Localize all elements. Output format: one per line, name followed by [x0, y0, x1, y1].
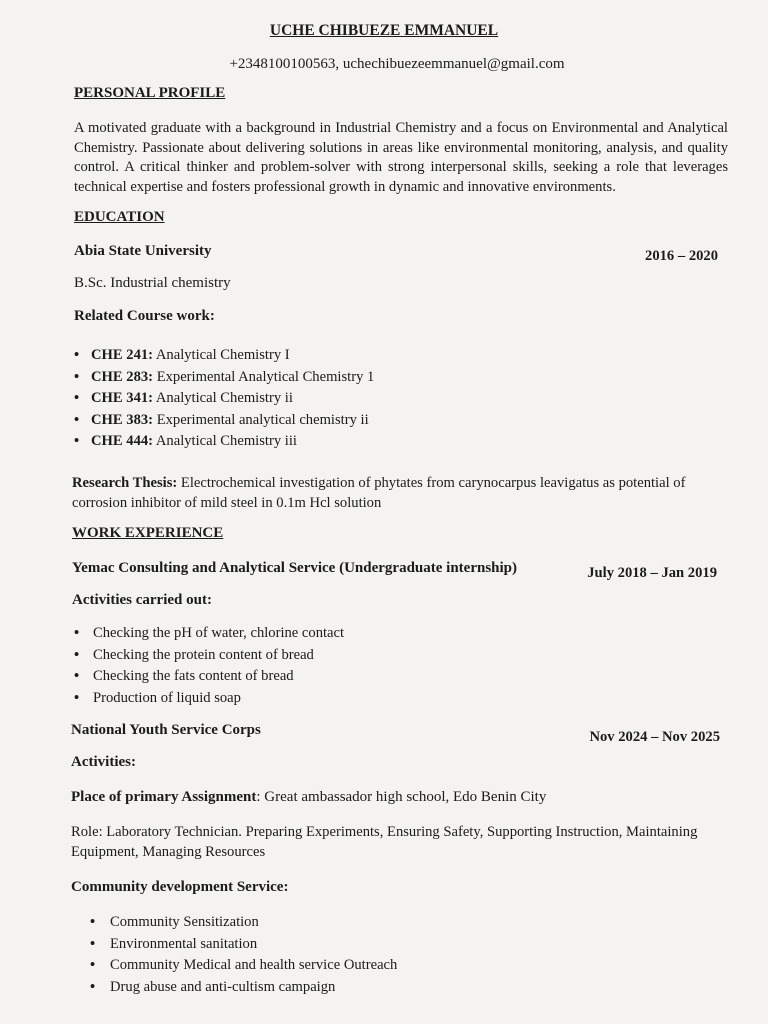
coursework-label: Related Course work: — [74, 308, 215, 324]
course-code: CHE 383: — [91, 411, 154, 428]
list-item: • Community Medical and health service Outreach — [86, 955, 397, 977]
candidate-name: UCHE CHIBUEZE EMMANUEL — [269, 22, 499, 39]
list-item — [74, 431, 374, 453]
list-item — [74, 367, 374, 389]
list-item — [74, 410, 374, 432]
job2-dates: Nov 2024 – Nov 2025 — [589, 729, 720, 745]
assignment-text: : Great ambassador high school, Edo Benin City — [256, 789, 547, 805]
job1-activities-list — [73, 623, 344, 709]
assignment-label: Place of primary Assignment — [71, 789, 257, 805]
list-item — [74, 345, 374, 367]
school-name: Abia State University — [74, 243, 212, 259]
course-title: Experimental analytical chemistry ii — [156, 411, 369, 428]
course-code: CHE 241: — [91, 347, 154, 363]
course-title: Experimental Analytical Chemistry 1 — [156, 368, 375, 385]
list-item: • Production of liquid soap — [73, 688, 344, 710]
job2-activities-label: Activities: — [71, 754, 136, 770]
course-code: CHE 444: — [91, 433, 154, 449]
course-title: Analytical Chemistry iii — [155, 433, 297, 449]
role-text: Role: Laboratory Technician. Preparing Experiments, Ensuring Safety, Supporting Instruction, Maintaining Equipment, Managing Resources — [71, 824, 698, 860]
cds-list — [86, 912, 397, 998]
job1-activities-label: Activities carried out: — [72, 592, 212, 608]
list-item: • Community Sensitization — [86, 912, 397, 934]
profile-heading: PERSONAL PROFILE — [74, 85, 226, 101]
list-item: • Checking the pH of water, chlorine contact — [73, 623, 344, 645]
list-item: • Environmental sanitation — [86, 934, 397, 956]
course-code: CHE 341: — [91, 390, 154, 406]
work-heading: WORK EXPERIENCE — [72, 525, 224, 541]
course-list — [74, 345, 374, 453]
thesis-label: Research Thesis: — [72, 475, 178, 491]
course-code: CHE 283: — [91, 368, 154, 385]
research-thesis — [72, 474, 702, 513]
job1-dates: July 2018 – Jan 2019 — [587, 565, 717, 581]
list-item — [74, 388, 374, 410]
list-item: • Checking the protein content of bread — [73, 645, 344, 667]
course-title: Analytical Chemistry I — [155, 347, 290, 363]
course-title: Analytical Chemistry ii — [155, 390, 293, 406]
list-item: • Checking the fats content of bread — [73, 666, 344, 688]
thesis-text: Electrochemical investigation of phytates from carynocarpus leavigatus as potential of corrosion inhibitor of mild steel in 0.1m Hcl solution — [72, 475, 686, 511]
job1-title: Yemac Consulting and Analytical Service (Undergraduate internship) — [72, 560, 518, 576]
profile-text: A motivated graduate with a background in Industrial Chemistry and a focus on Environmental and Analytical Chemistry. Passionate about delivering solutions in areas like environmental monitoring, analysis, and quality control. A critical thinker and problem-solver with strong interpersonal skills, seeking a role that leverages technical expertise and fosters professional growth in dynamic and innovative environments. — [74, 120, 728, 195]
degree: B.Sc. Industrial chemistry — [74, 275, 231, 291]
education-heading: EDUCATION — [74, 209, 165, 225]
contact-line: +2348100100563, uchechibuezeemmanuel@gmail.com — [229, 56, 565, 72]
job2-title: National Youth Service Corps — [71, 722, 261, 738]
primary-assignment — [71, 789, 546, 806]
list-item: • Drug abuse and anti-cultism campaign — [86, 977, 397, 999]
cds-label: Community development Service: — [71, 879, 289, 895]
education-years: 2016 – 2020 — [645, 248, 718, 264]
